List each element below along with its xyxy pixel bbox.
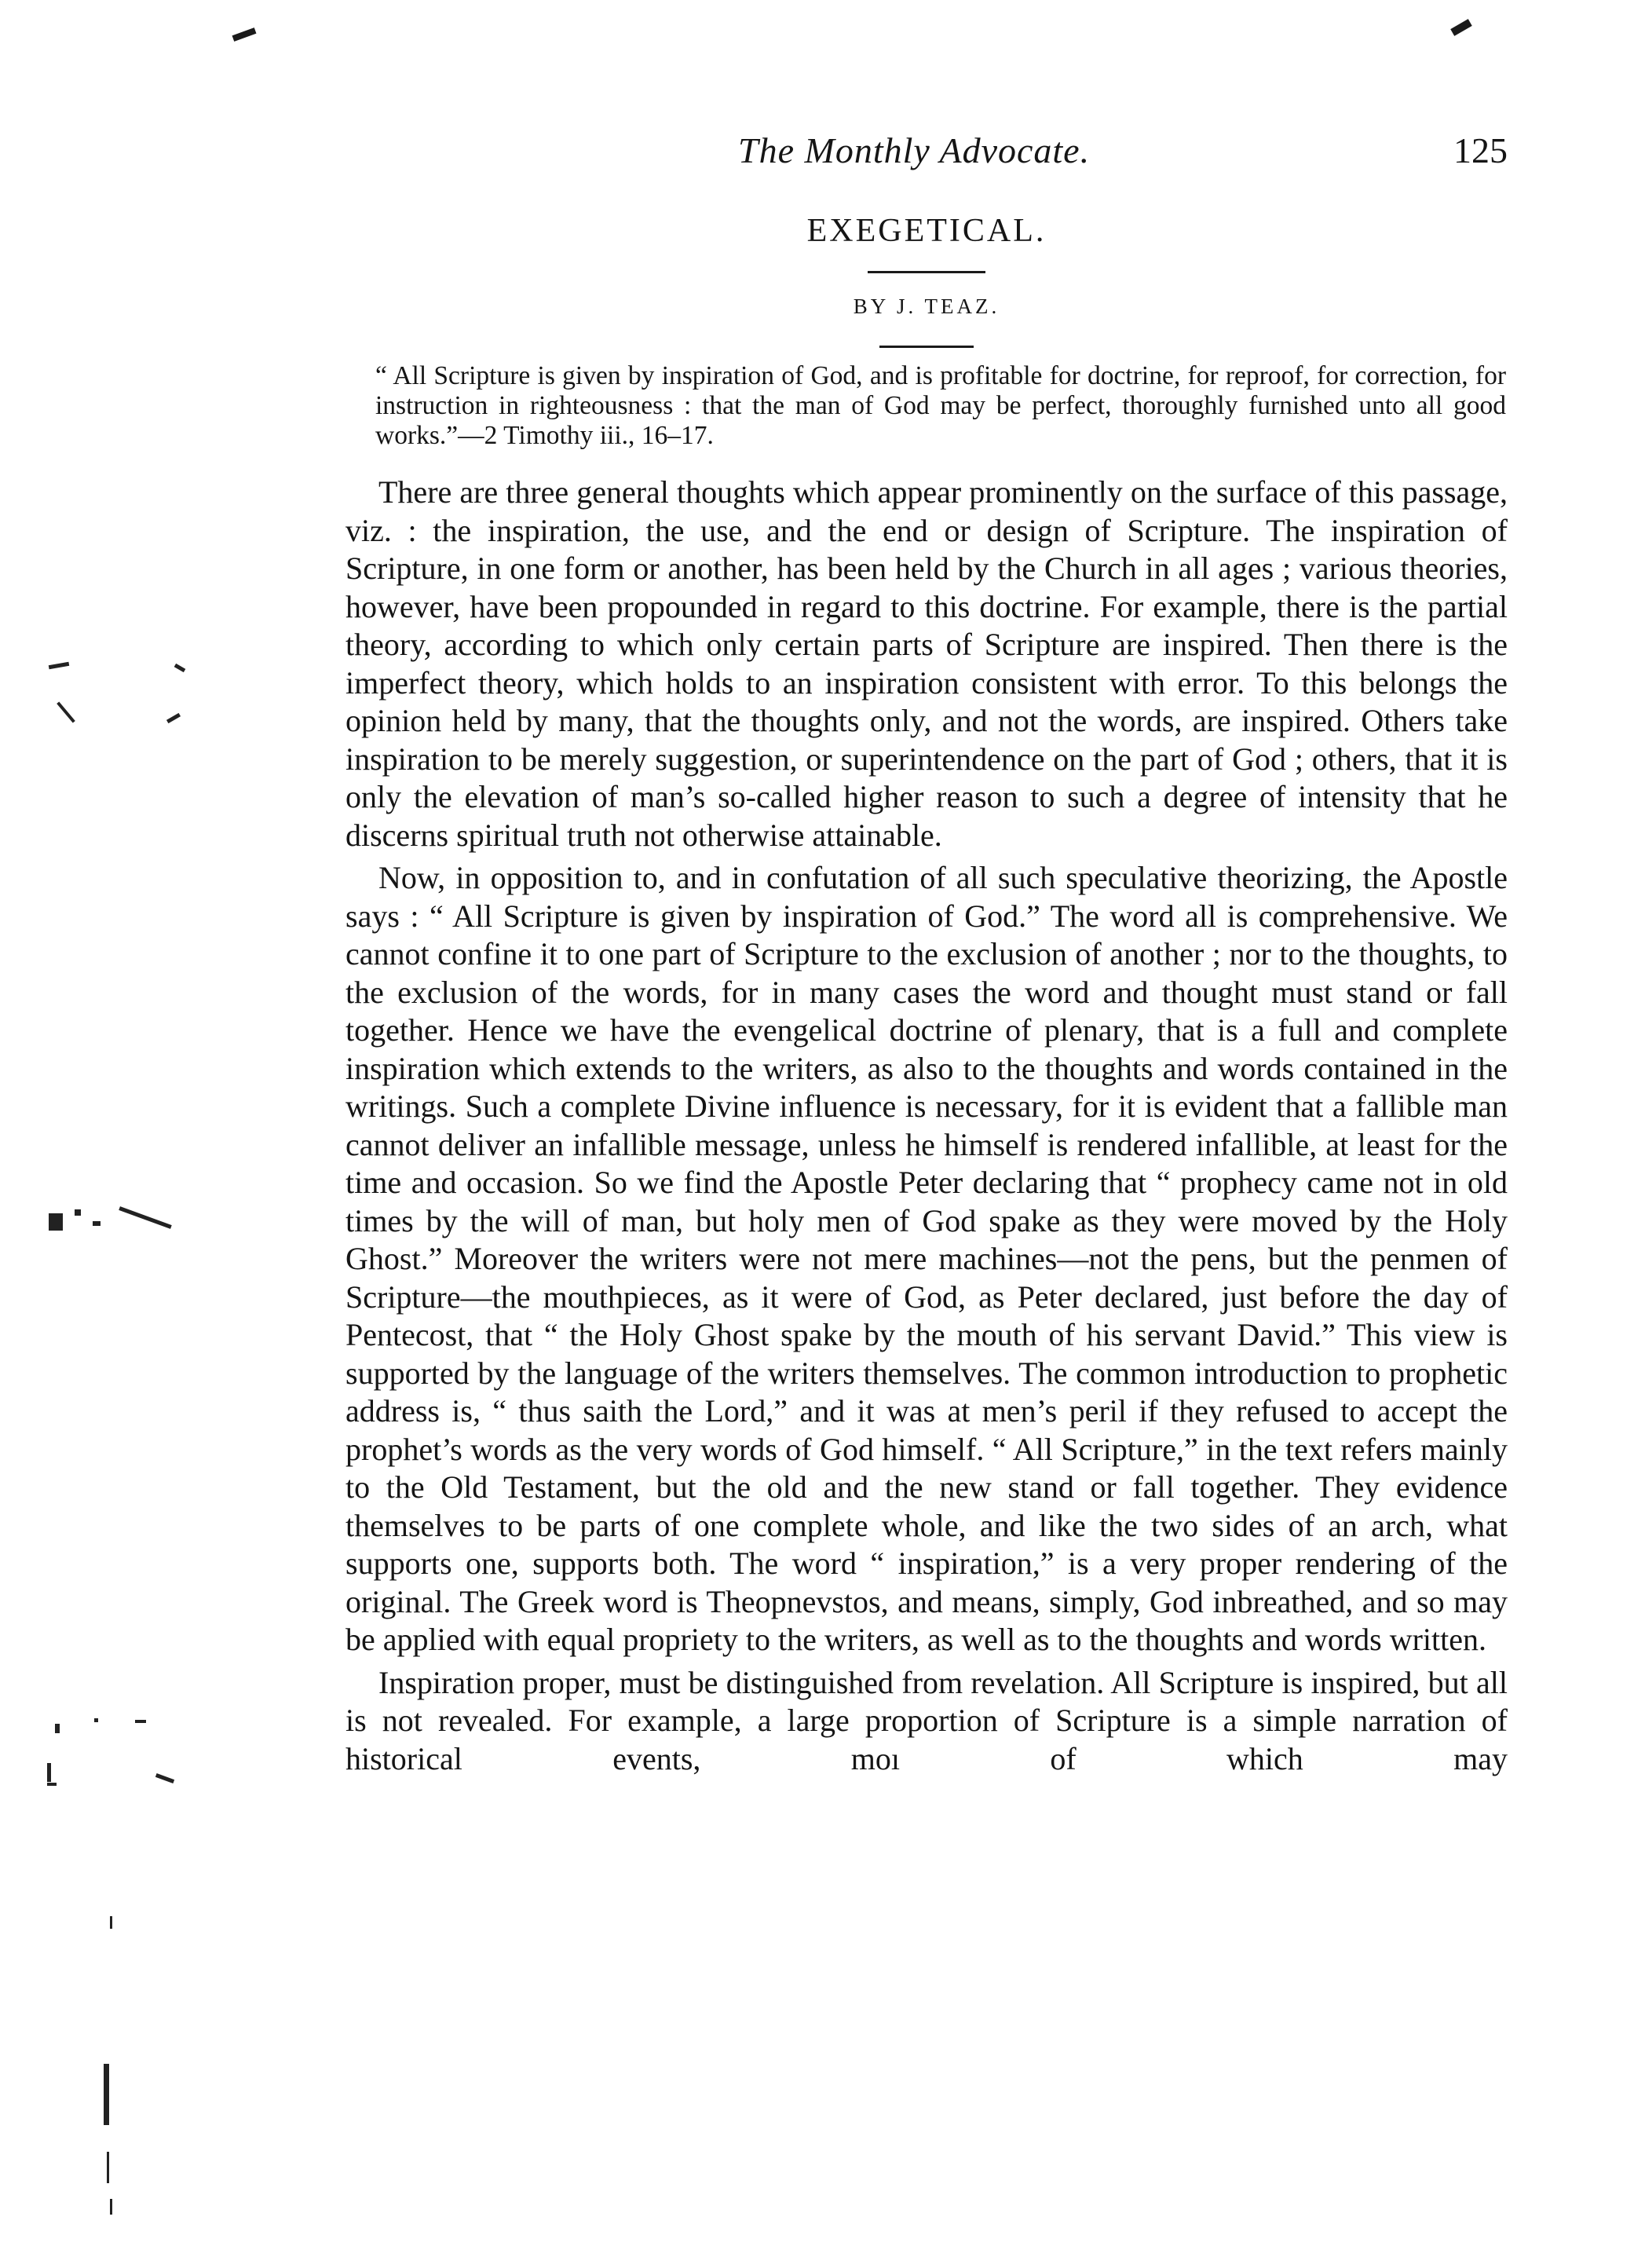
scan-mark-top-left: [232, 27, 257, 42]
epigraph-quotation: “ All Scripture is given by inspiration of God, and is profitable for doctrine, for reproof, for correction, for instruction in righteousness : that the man of God may be perfect, thoroughly furnished unto all good works.”—2 Timothy iii., 16–17.: [375, 361, 1506, 450]
paragraph: Inspiration proper, must be distinguished from revelation. All Scripture is inspired, but all is not revealed. For example, a large proportion of Scripture is a simple narration of historical events, moı of which may: [345, 1664, 1508, 1776]
article-title: EXEGETICAL.: [806, 213, 1047, 249]
article-author: BY J. TEAZ.: [853, 294, 1000, 318]
title-rule: [868, 271, 985, 273]
page-number: 125: [1453, 130, 1508, 170]
journal-title: The Monthly Advocate.: [738, 130, 1091, 170]
article-body: [345, 474, 1508, 1778]
paragraph: There are three general thoughts which appear prominently on the surface of this passage, viz. : the inspiration, the use, and the end or design of Scripture. The inspiration of Scripture, in one form or another, has been held by the Church in all ages ; various theories, however, have been propounded in regard to this doctrine. For example, there is the partial theory, according to which only certain parts of Scripture are inspired. Then there is the imperfect theory, which holds to an inspiration consistent with error. To this belongs the opinion held by many, that the thoughts only, and not the words, are inspired. Others take inspiration to be merely suggestion, or superintendence on the part of God ; others, that it is only the elevation of man’s so-called higher reason to such a degree of intensity that he discerns spiritual truth not otherwise attainable.: [345, 474, 1508, 853]
scan-mark-top-right: [1450, 19, 1472, 36]
paragraph: Now, in opposition to, and in confutation of all such speculative theorizing, the Apostle says : “ All Scripture is given by inspiration of God.” The word all is comprehensive. We cannot confine it to one part of Scripture to the exclusion of another ; nor to the thoughts, to the exclusion of the words, for in many cases the word and thought must stand or fall together. Hence we have the evengelical doctrine of plenary, that is a full and complete inspiration which extends to the writers, as also to the thoughts and words contained in the writings. Such a complete Divine influence is necessary, for it is evident that a fallible man cannot deliver an infallible message, unless he himself is rendered infallible, at least for the time and occasion. So we find the Apostle Peter declaring that “ prophecy came not in old times by the will of man, but holy men of God spake as they were moved by the Holy Ghost.” Moreover the writers were not mere machines—not the pens, but the penmen of Scripture—the mouthpieces, as it were of God, as Peter declared, just before the day of Pentecost, that “ the Holy Ghost spake by the mouth of his servant David.” This view is supported by the language of the writers themselves. The common introduction to prophetic address is, “ thus saith the Lord,” and it was at men’s peril if they refused to accept the prophet’s words as the very words of God himself. “ All Scripture,” in the text refers mainly to the Old Testament, but the old and the new stand or fall together. They evidence themselves to be parts of one complete whole, and like the two sides of an arch, what supports one, supports both. The word “ inspiration,” is a very proper rendering of the original. The Greek word is Theopnevstos, and means, simply, God inbreathed, and so may be applied with equal propriety to the writers, as well as to the thoughts and words written.: [345, 860, 1508, 1657]
author-rule: [879, 346, 974, 348]
running-head: [345, 130, 1508, 177]
